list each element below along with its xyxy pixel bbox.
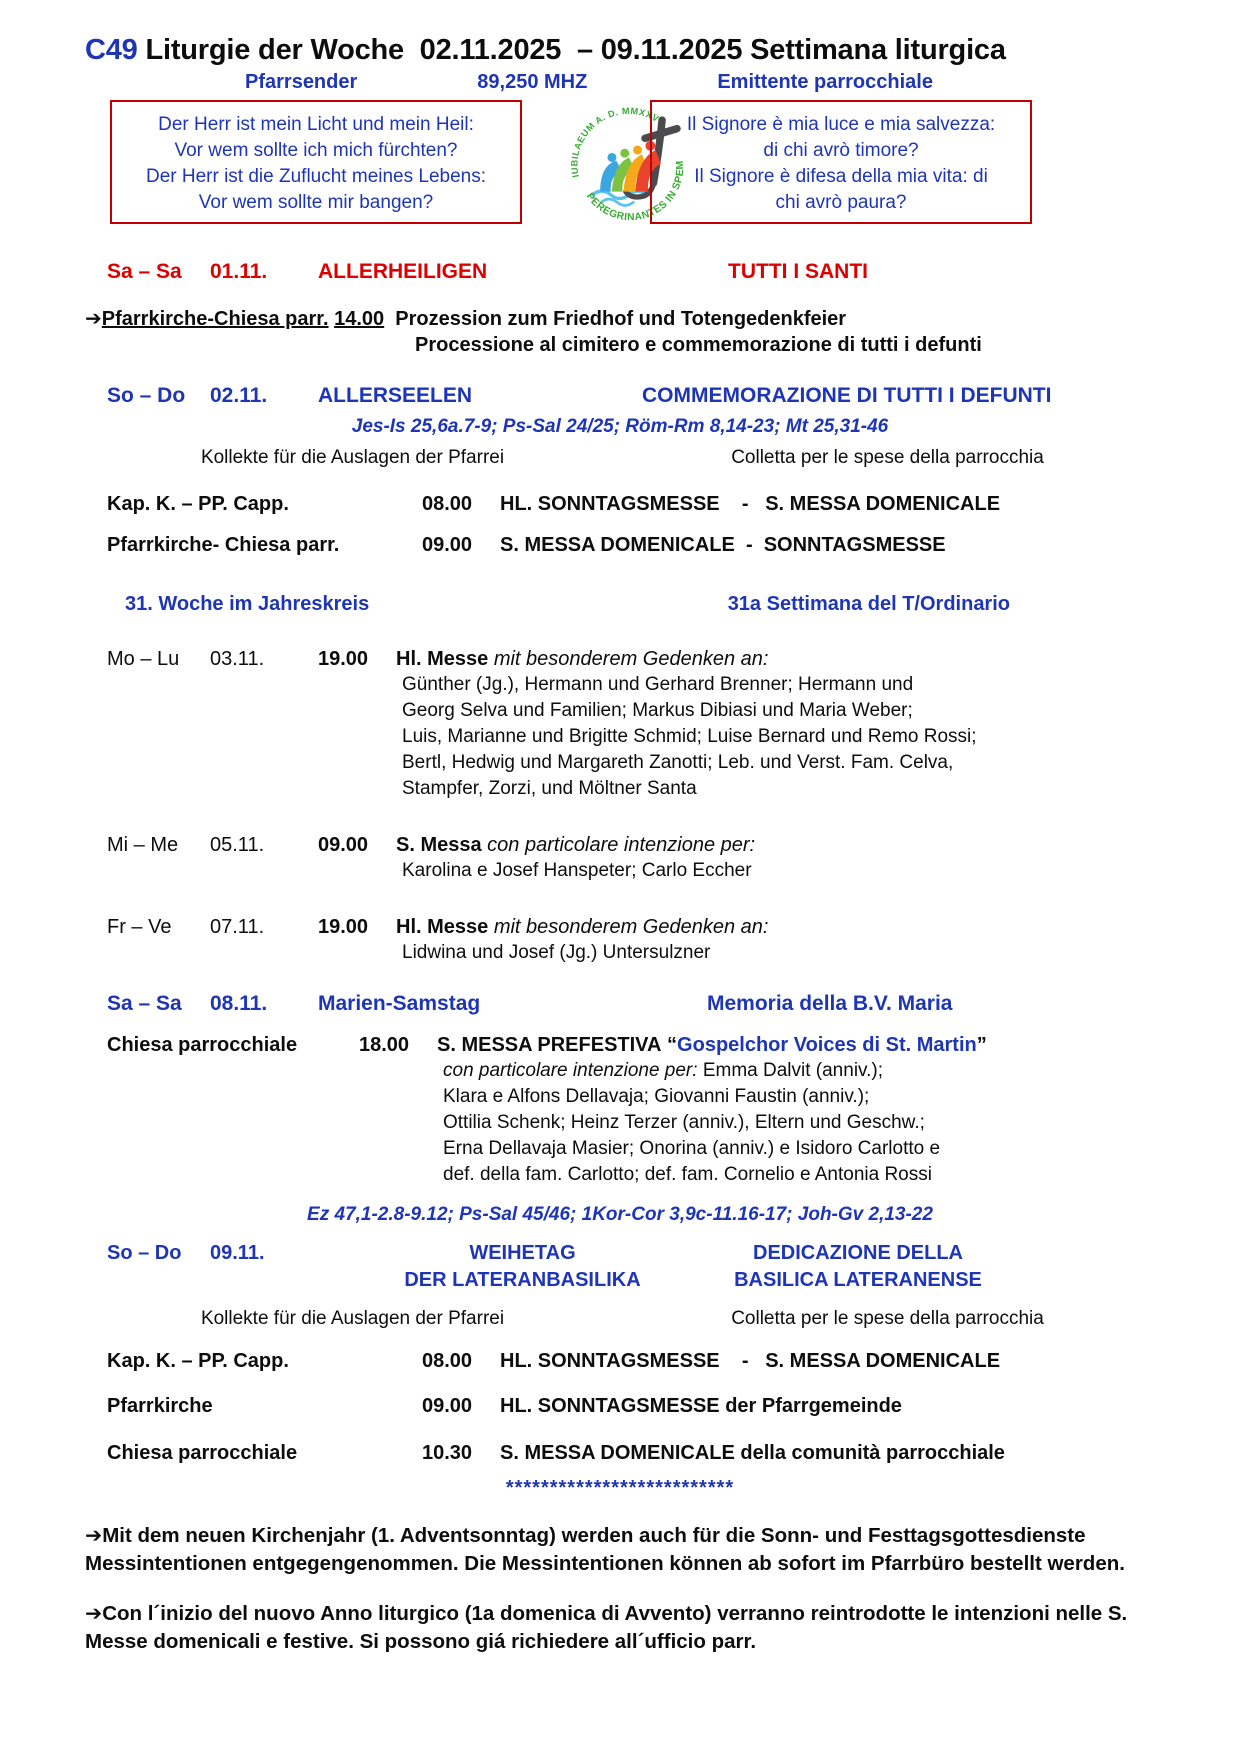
- psalm-de-line2: Vor wem sollte ich mich fürchten?: [174, 140, 458, 161]
- procession-note-de: Prozession zum Friedhof und Totengedenkfeier: [395, 308, 847, 330]
- feast-date: 08.11.: [210, 992, 268, 1015]
- feast-row-allerseelen: [107, 384, 1155, 408]
- weekday-mass-wednesday: [107, 832, 1155, 884]
- intention-names: Lidwina und Josef (Jg.) Untersulzner: [402, 942, 711, 963]
- schedule-content: [85, 260, 1155, 1656]
- psalm-de-line4: Vor wem sollte mir bangen?: [198, 192, 434, 213]
- mass-desc: HL. SONNTAGSMESSE - S. MESSA DOMENICALE: [500, 1350, 1001, 1372]
- station-name-de: Pfarrsender: [245, 71, 358, 93]
- logo-arc-bottom-text: PEREGRINANTES IN SPEM: [583, 160, 687, 224]
- procession-place: Pfarrkirche-Chiesa parr.: [101, 308, 329, 330]
- procession-note-it: Processione al cimitero e commemorazione di tutti i defunti: [415, 334, 982, 356]
- collection-row-2: [85, 1308, 1155, 1330]
- arrow-icon: ➔: [85, 1524, 103, 1547]
- mass-row-kapelle-0800-2: [107, 1350, 1155, 1373]
- feast-title-de: ALLERSEELEN: [318, 384, 473, 407]
- collection-row-1: [85, 447, 1155, 469]
- ordinary-week-row: [85, 593, 1155, 616]
- mass-time: 19.00: [318, 648, 369, 670]
- psalm-box-italian: [650, 100, 1032, 224]
- quote-open: “: [667, 1034, 678, 1056]
- mass-row-pfarrkirche-0900: [107, 534, 1155, 557]
- psalm-boxes-row: [110, 100, 1155, 232]
- radio-subtitle: [85, 71, 1155, 94]
- feast-title-de: Marien-Samstag: [318, 992, 481, 1015]
- mass-time: 18.00: [359, 1034, 410, 1056]
- psalm-de-line1: Der Herr ist mein Licht und mein Heil:: [158, 114, 474, 135]
- scripture-readings-1: Jes-Is 25,6a.7-9; Ps-Sal 24/25; Röm-Rm 8,14-23; Mt 25,31-46: [351, 416, 889, 437]
- feast-date: 01.11.: [210, 260, 268, 283]
- mass-date: 03.11.: [210, 648, 265, 670]
- intention-names: Günther (Jg.), Hermann und Gerhard Brenner; Hermann und Georg Selva und Familien; Markus Dibiasi und Maria Weber; Luis, Marianne und Brigitte Schmid; Luise Bernard und Remo Rossi; Bertl, Hedwig und Margareth Zanotti; Leb. und Verst. Fam. Celva, Stampfer, Zorzi, und Möltner Santa: [402, 674, 977, 799]
- mass-title: Hl. Messe: [396, 916, 489, 938]
- feast-title-de: ALLERHEILIGEN: [318, 260, 488, 283]
- mass-date: 07.11.: [210, 916, 265, 938]
- feast-day: Sa – Sa: [107, 992, 182, 1015]
- intention-names: Karolina e Josef Hanspeter; Carlo Eccher: [402, 860, 752, 881]
- collection-it: Colletta per le spese della parrocchia: [731, 1308, 1044, 1329]
- psalm-it-line1: Il Signore è mia luce e mia salvezza:: [686, 114, 996, 135]
- mass-row-chiesa-1030: [107, 1442, 1155, 1465]
- feast-title-it: COMMEMORAZIONE DI TUTTI I DEFUNTI: [642, 384, 1052, 407]
- mass-intent: mit besonderem Gedenken an:: [493, 916, 769, 938]
- mass-place: Pfarrkirche- Chiesa parr.: [107, 534, 340, 556]
- radio-frequency: 89,250 MHZ: [477, 71, 588, 93]
- collection-it: Colletta per le spese della parrocchia: [731, 447, 1044, 468]
- mass-intent: con particolare intenzione per:: [487, 834, 756, 856]
- feast-date: 09.11.: [210, 1242, 265, 1264]
- procession-time: 14.00: [334, 308, 385, 330]
- footnote-german: ➔Mit dem neuen Kirchenjahr (1. Adventsonntag) werden auch für die Sonn- und Festtagsgottesdienste Messintentionen entgegengenommen. Die Messintentionen können ab sofort im Pfarrbüro bestellt werden.: [85, 1524, 1125, 1575]
- feast-row-marien-samstag: [107, 992, 1155, 1016]
- mass-time: 10.30: [422, 1442, 473, 1464]
- collection-de: Kollekte für die Auslagen der Pfarrei: [200, 1308, 505, 1329]
- mass-day: Mi – Me: [107, 834, 179, 856]
- quote-close: ”: [976, 1034, 987, 1056]
- feast-row-allerheiligen: [107, 260, 1155, 284]
- mass-time: 09.00: [318, 834, 369, 856]
- arrow-icon: ➔: [85, 1602, 103, 1625]
- mass-row-prefestiva: [107, 1032, 1155, 1188]
- station-name-it: Emittente parrocchiale: [717, 71, 933, 93]
- mass-intent: mit besonderem Gedenken an:: [493, 648, 769, 670]
- feast-title-de: WEIHETAG DER LATERANBASILIKA: [404, 1242, 641, 1291]
- mass-place: Pfarrkirche: [107, 1395, 213, 1417]
- psalm-it-line2: di chi avrò timore?: [763, 140, 919, 161]
- intention-names: con particolare intenzione per: Emma Dalvit (anniv.); Klara e Alfons Dellavaja; Giovanni Faustin (anniv.); Ottilia Schenk; Heinz Terzer (anniv.), Eltern und Geschw.; Erna Dellavaja Masier; Onorina (anniv.) e Isidoro Carlotto e def. della fam. Carlotto; def. fam. Cornelio e Antonia Rossi: [443, 1060, 941, 1185]
- mass-row-pfarrkirche-0900-2: [107, 1395, 1155, 1418]
- mass-desc: HL. SONNTAGSMESSE - S. MESSA DOMENICALE: [500, 493, 1001, 515]
- mass-intent: con particolare intenzione per:: [443, 1060, 698, 1081]
- separator-stars: **************************: [505, 1477, 735, 1499]
- mass-time: 08.00: [422, 1350, 473, 1372]
- page-title: [85, 34, 1155, 67]
- mass-title: S. Messa: [396, 834, 482, 856]
- mass-row-kapelle-0800: [107, 493, 1155, 516]
- ordinary-week-de: 31. Woche im Jahreskreis: [125, 593, 370, 615]
- feast-day: So – Do: [107, 1242, 182, 1264]
- feast-day: Sa – Sa: [107, 260, 182, 283]
- psalm-it-line3: Il Signore è difesa della mia vita: di: [694, 166, 988, 187]
- psalm-it-line4: chi avrò paura?: [775, 192, 907, 213]
- weekday-mass-friday: [107, 914, 1155, 966]
- procession-note: [85, 306, 1155, 358]
- feast-date: 02.11.: [210, 384, 268, 407]
- mass-day: Fr – Ve: [107, 916, 172, 938]
- feast-title-it: TUTTI I SANTI: [728, 260, 868, 283]
- mass-place: Chiesa parrocchiale: [107, 1442, 298, 1464]
- mass-date: 05.11.: [210, 834, 265, 856]
- collection-de: Kollekte für die Auslagen der Pfarrei: [200, 447, 505, 468]
- mass-time: 09.00: [422, 1395, 473, 1417]
- mass-title: Hl. Messe: [396, 648, 489, 670]
- mass-time: 08.00: [422, 493, 473, 515]
- psalm-de-line3: Der Herr ist die Zuflucht meines Lebens:: [145, 166, 487, 187]
- mass-time: 09.00: [422, 534, 473, 556]
- mass-place: Kap. K. – PP. Capp.: [107, 493, 289, 515]
- logo-arc-top-text: IUBILAEUM A. D. MMXXV: [569, 105, 661, 179]
- feast-row-weihetag: [85, 1240, 1155, 1294]
- mass-desc: HL. SONNTAGSMESSE der Pfarrgemeinde: [500, 1395, 902, 1417]
- psalm-box-german: [110, 100, 522, 224]
- title-text: Liturgie der Woche 02.11.2025 – 09.11.2025 Settimana liturgica: [137, 34, 1006, 66]
- ordinary-week-it: 31a Settimana del T/Ordinario: [727, 593, 1010, 615]
- mass-place: Chiesa parrocchiale: [107, 1034, 298, 1056]
- mass-time: 19.00: [318, 916, 369, 938]
- mass-place: Kap. K. – PP. Capp.: [107, 1350, 289, 1372]
- footnote-italian: ➔Con l´inizio del nuovo Anno liturgico (1a domenica di Avvento) verranno reintrodotte le intenzioni nelle S. Messe domenicali e festive. Si possono giá richiedere all´ufficio parr.: [85, 1602, 1128, 1653]
- mass-desc: S. MESSA DOMENICALE della comunità parrocchiale: [500, 1442, 1005, 1464]
- choir-name: Gospelchor Voices di St. Martin: [677, 1034, 977, 1056]
- feast-title-it: DEDICAZIONE DELLA BASILICA LATERANENSE: [734, 1242, 982, 1291]
- mass-day: Mo – Lu: [107, 648, 180, 670]
- arrow-icon: ➔: [85, 308, 102, 330]
- scripture-readings-2: Ez 47,1-2.8-9.12; Ps-Sal 45/46; 1Kor-Cor 3,9c-11.16-17; Joh-Gv 2,13-22: [307, 1204, 933, 1225]
- feast-day: So – Do: [107, 384, 186, 407]
- weekday-mass-monday: [107, 646, 1155, 802]
- mass-title: S. MESSA PREFESTIVA: [437, 1034, 662, 1056]
- feast-title-it: Memoria della B.V. Maria: [707, 992, 953, 1015]
- mass-desc: S. MESSA DOMENICALE - SONNTAGSMESSE: [500, 534, 946, 556]
- channel-code: C49: [85, 34, 138, 66]
